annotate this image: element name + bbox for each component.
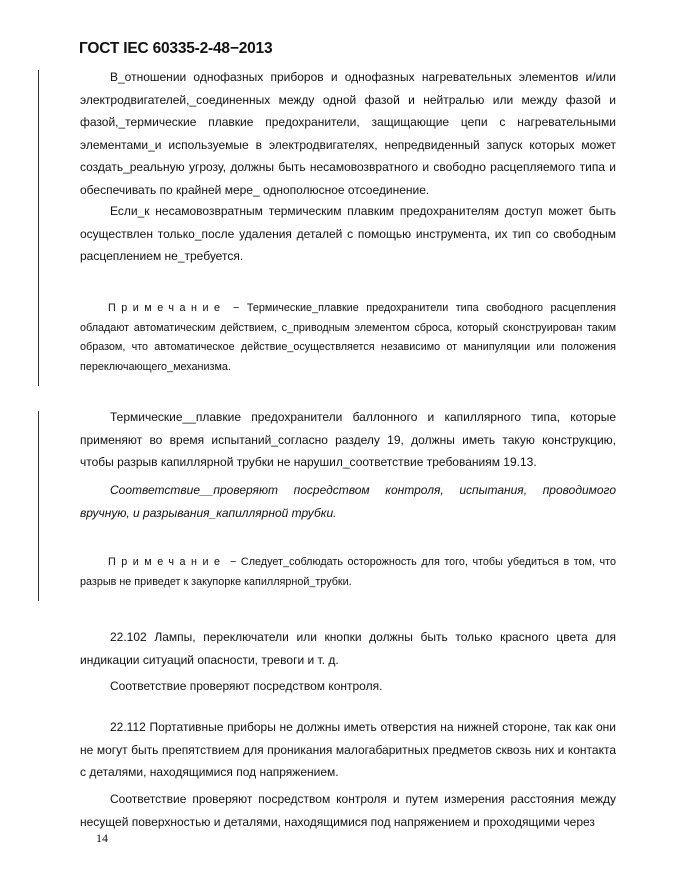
page-number: 14 <box>96 831 108 845</box>
change-bar <box>38 411 39 601</box>
note <box>80 299 616 377</box>
note-label: Примечание <box>108 302 226 314</box>
document-header: ГОСТ IEC 60335-2-48−2013 <box>79 40 273 57</box>
note-text: − Следует_соблюдать осторожность для того, чтобы убедиться в том, что разрыв не приведет к закупорке капиллярной_трубки. <box>80 556 616 588</box>
note-label: Примечание <box>108 556 226 568</box>
paragraph: Если_к несамовозвратным термическим плавким предохранителям доступ может быть осуществлен только_после удаления деталей с помощью инструмента, их тип со свободным расцеплением не_требуется. <box>80 204 616 263</box>
note <box>80 553 616 592</box>
change-bar <box>38 70 39 386</box>
clause-22-102: 22.102 Лампы, переключатели или кнопки должны быть только красного цвета для индикации ситуаций опасности, тревоги и т. д. <box>80 630 616 667</box>
compliance-text: Соответствие проверяют посредством контроля. <box>110 679 383 693</box>
compliance-text: Соответствие__проверяют посредством контроля, испытания, проводимого вручную, и разрывания_капиллярной трубки. <box>80 483 616 520</box>
compliance-text: Соответствие проверяют посредством контроля и путем измерения расстояния между несущей поверхностью и деталями, находящимися под напряжением и проходящими через <box>80 792 616 829</box>
paragraph: В_отношении однофазных приборов и однофазных нагревательных элементов и/или электродвигателей,_соединенных между одной фазой и нейтралью или между фазой и фазой,_термические плавкие предохранители, защищающие цепи с нагревательными элементами_и используемые в электродвигателях, непредвиденный запуск которых может создать_реальную угрозу, должны быть несамовозвратного и свободно расцепляемого типа и обеспечивать по крайней мере_ однополюсное отсоединение. <box>80 70 616 197</box>
paragraph: Термические__плавкие предохранители баллонного и капиллярного типа, которые применяют во время испытаний_согласно разделу 19, должны иметь такую конструкцию, чтобы разрыв капиллярной трубки не нарушил_соответствие требованиям 19.13. <box>80 410 616 469</box>
clause-22-112: 22.112 Портативные приборы не должны иметь отверстия на нижней стороне, так как они не могут быть препятствием для проникания малогабаритных предметов сквозь них и контакта с деталями, находящимися под напряжением. <box>80 720 616 779</box>
note-text: − Термические_плавкие предохранители типа свободного расцепления обладают автоматическим действием, с_приводным элементом сброса, который сконструирован таким образом, что автоматическое действие_осуществляется независимо от манипуляции или положения переключающего_механизма. <box>80 302 616 373</box>
